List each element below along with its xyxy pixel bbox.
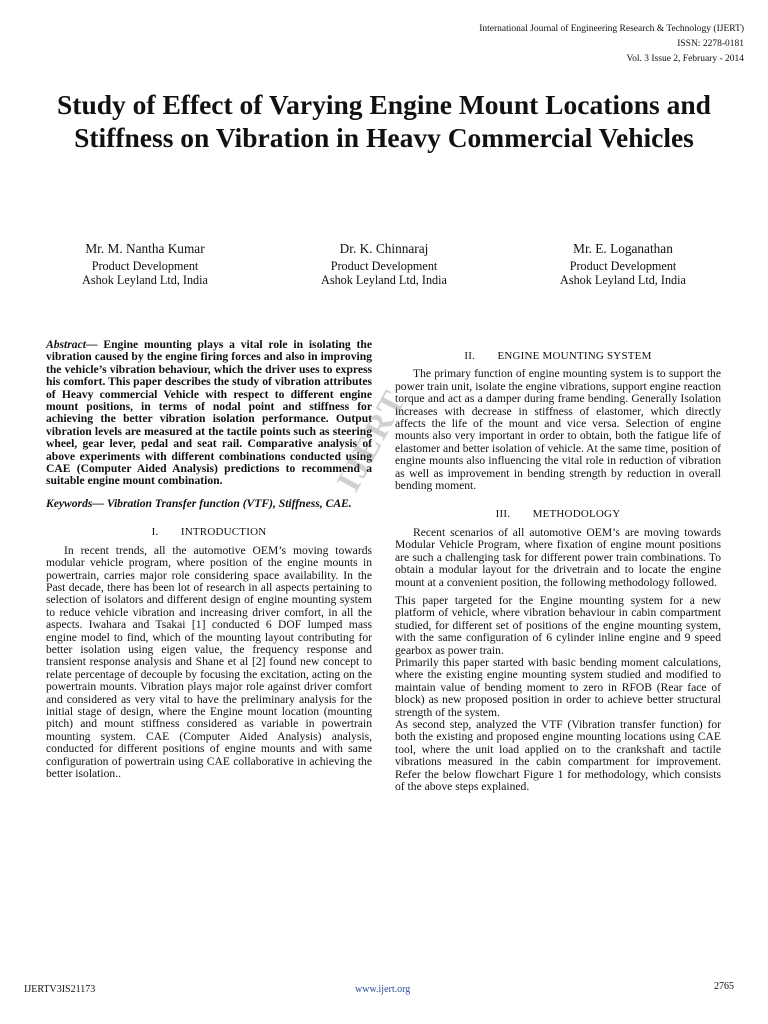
author-dept: Product Development (330, 258, 438, 273)
author-1 (40, 242, 250, 288)
methodology-paragraph-3: Primarily this paper started with basic bending moment calculations, where the existing engine mounting system studied and modified to maintain value of bending moment to zero in RFOB (Rear face of block) as new proposed position in order to achieve better structural strength of the system. (395, 655, 721, 719)
ijert-watermark: IJERT (330, 383, 414, 498)
engine-mounting-text: The primary function of engine mounting system is to support the power train unit, isolate the engine vibrations, support engine reaction torque and act as a damper during frame bending. Generally Isolation increases with decrease in stiffness of elastomer, which directly affects the life of the mount and vice versa. Selection of engine mounts also very important in order to obtain, both the fatigue life of elastomer and better isolation of vehicle. At the same time, position of engine mounts also influencing the vital role in reduction of vibration as well as improvement in bending strength by reduction in overall bending moment. (395, 367, 721, 493)
author-name: Mr. E. Loganathan (573, 241, 673, 256)
paper-title: Study of Effect of Varying Engine Mount Locations and Stiffness on Vibration in Heavy Commercial Vehicles (57, 89, 711, 153)
journal-name: International Journal of Engineering Research & Technology (IJERT) (479, 24, 744, 34)
author-org: Ashok Leyland Ltd, India (560, 273, 686, 287)
journal-header (479, 22, 744, 67)
section-heading-introduction: I. INTRODUCTION (151, 526, 267, 539)
author-dept: Product Development (569, 258, 677, 273)
section-heading-methodology: III. METHODOLOGY (495, 508, 621, 521)
abstract-text: Engine mounting plays a vital role in isolating the vibration caused by the engine firing forces and also in improving the vehicle’s vibration behaviour, which the driver uses to express his comfort. This paper describes the study of vibration attributes of Heavy commercial Vehicle with respect to different engine mount positions, in terms of nodal point and stiffness for achieving the better vibration isolation performance. Output vibration levels are measured at the tactile points such as steering wheel, gear lever, pedal and seat rail. Comparative analysis of above experiments with different combinations conducted using CAE (Computer Aided Analysis) predictions to recommend a suitable engine mount combination. (46, 338, 372, 488)
methodology-paragraph-4: As second step, analyzed the VTF (Vibration transfer function) for both the existing and proposed engine mounting locations using CAE tool, where the unit load applied on to the crankshaft and tactile vibrations measured in the cabin compartment for improvement. Refer the below flowchart Figure 1 for methodology, which consists of the above steps explained. (395, 717, 721, 793)
left-column (46, 339, 372, 780)
author-name: Dr. K. Chinnaraj (339, 241, 429, 256)
author-2 (279, 242, 489, 288)
abstract-label: Abstract— (46, 338, 98, 351)
introduction-text: In recent trends, all the automotive OEM’s moving towards modular vehicle program, where position of the engine mounts in powertrain, carries major role considering space availability. In the Past decade, there has been lot of research in all aspects pertaining to selection of isolators and different design of engine mounting system to reduce vehicle vibration and increasing driver comfort, in all the aspects. Iwahara and Tsakai [1] conducted 6 DOF lumped mass engine model to find, which of the mounting layout contributing for better isolation using eigen value, the frequency response and transient response analysis and Shane et al [2] found new concept to relate percentage of decouple by focusing the excitation, acting on the powertrain mounts. Vibration plays major role against driver comfort and considered as very vital to have the preliminary analysis for the initial stage of design, where the Engine mount location (mounting pitch) and mount stiffness considered as variable in powertrain mounting system. CAE (Computer Aided Analysis) analysis, conducted for different positions of engine mounts and with same configuration of powertrain using CAE collaborative in achieving the better isolation.. (46, 543, 372, 780)
keywords: Keywords— Vibration Transfer function (VTF), Stiffness, CAE. (46, 496, 352, 510)
author-name: Mr. M. Nantha Kumar (85, 241, 205, 256)
section-heading-engine-mounting: II. ENGINE MOUNTING SYSTEM (464, 350, 652, 362)
footer-page-number: 2765 (714, 981, 734, 992)
author-dept: Product Development (91, 258, 199, 273)
author-org: Ashok Leyland Ltd, India (82, 273, 208, 287)
author-org: Ashok Leyland Ltd, India (321, 273, 447, 287)
journal-issn: ISSN: 2278-0181 (677, 39, 744, 49)
methodology-paragraph-1: Recent scenarios of all automotive OEM’s are moving towards Modular Vehicle Program, where fixation of engine mount positions are such a challenging task for different power train combinations. To obtain a modular layout for the drivetrain and to locate the engine mount at a convenient position, the following methodology followed. (395, 525, 721, 589)
footer-paper-id: IJERTV3IS21173 (24, 984, 96, 995)
journal-volume: Vol. 3 Issue 2, February - 2014 (626, 54, 744, 64)
methodology-paragraph-2: This paper targeted for the Engine mounting system for a new platform of vehicle, where vibration behaviour in cabin compartment studied, for different set of positions of the engine mounting system, with the same configuration of 6 cylinder inline engine and 9 speed gearbox as power train. (395, 593, 721, 657)
abstract (46, 339, 372, 488)
footer-url-link[interactable]: www.ijert.org (355, 984, 411, 995)
right-column (395, 350, 721, 793)
author-3 (518, 242, 728, 288)
